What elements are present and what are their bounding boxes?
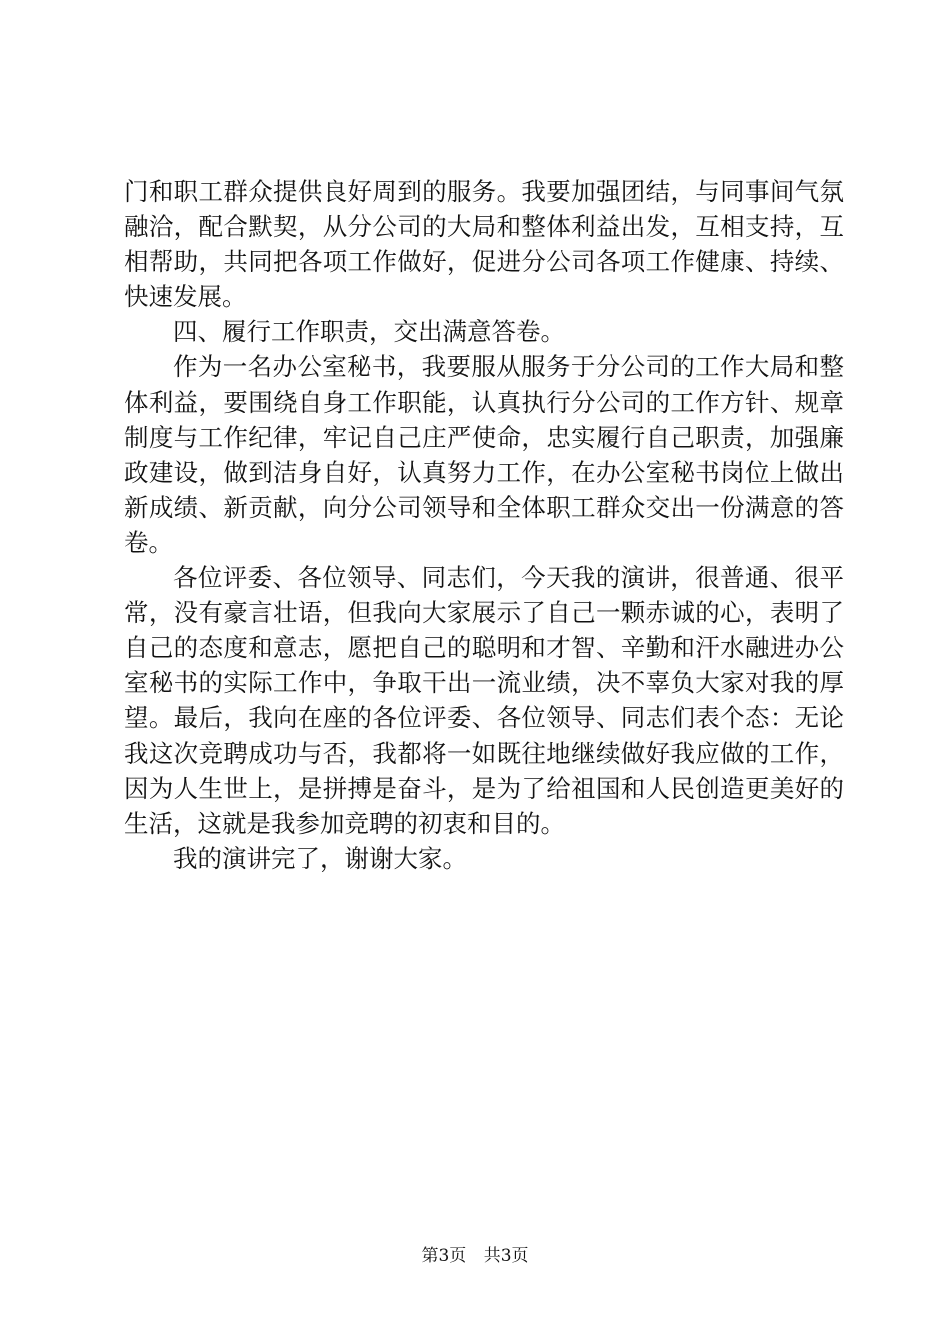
document-body	[124, 174, 844, 876]
paragraph-thanks: 我的演讲完了，谢谢大家。	[173, 843, 467, 873]
page-number: 第3页	[421, 1246, 467, 1266]
paragraph-duties: 作为一名办公室秘书，我要服从服务于分公司的工作大局和整体利益，要围绕自身工作职能，认真执行分公司的工作方针、规章制度与工作纪律，牢记自己庄严使命，忠实履行自己职责，加强廉政建设，做到洁身自好，认真努力工作，在办公室秘书岗位上做出新成绩、新贡献，向分公司领导和全体职工群众交出一份满意的答卷。	[124, 352, 844, 557]
page-total: 共3页	[483, 1246, 529, 1266]
paragraph-closing-statement: 各位评委、各位领导、同志们，今天我的演讲，很普通、很平常，没有豪言壮语，但我向大家展示了自己一颗赤诚的心，表明了自己的态度和意志，愿把自己的聪明和才智、辛勤和汗水融进办公室秘书的实际工作中，争取干出一流业绩，决不辜负大家对我的厚望。最后，我向在座的各位评委、各位领导、同志们表个态：无论我这次竞聘成功与否，我都将一如既往地继续做好我应做的工作，因为人生世上，是拼搏是奋斗，是为了给祖国和人民创造更美好的生活，这就是我参加竞聘的初衷和目的。	[124, 563, 844, 838]
page-footer	[0, 1245, 950, 1267]
section-heading: 四、履行工作职责，交出满意答卷。	[173, 317, 565, 347]
paragraph-continuation: 门和职工群众提供良好周到的服务。我要加强团结，与同事间气氛融洽，配合默契，从分公司的大局和整体利益出发，互相支持，互相帮助，共同把各项工作做好，促进分公司各项工作健康、持续、快速发展。	[124, 177, 844, 312]
